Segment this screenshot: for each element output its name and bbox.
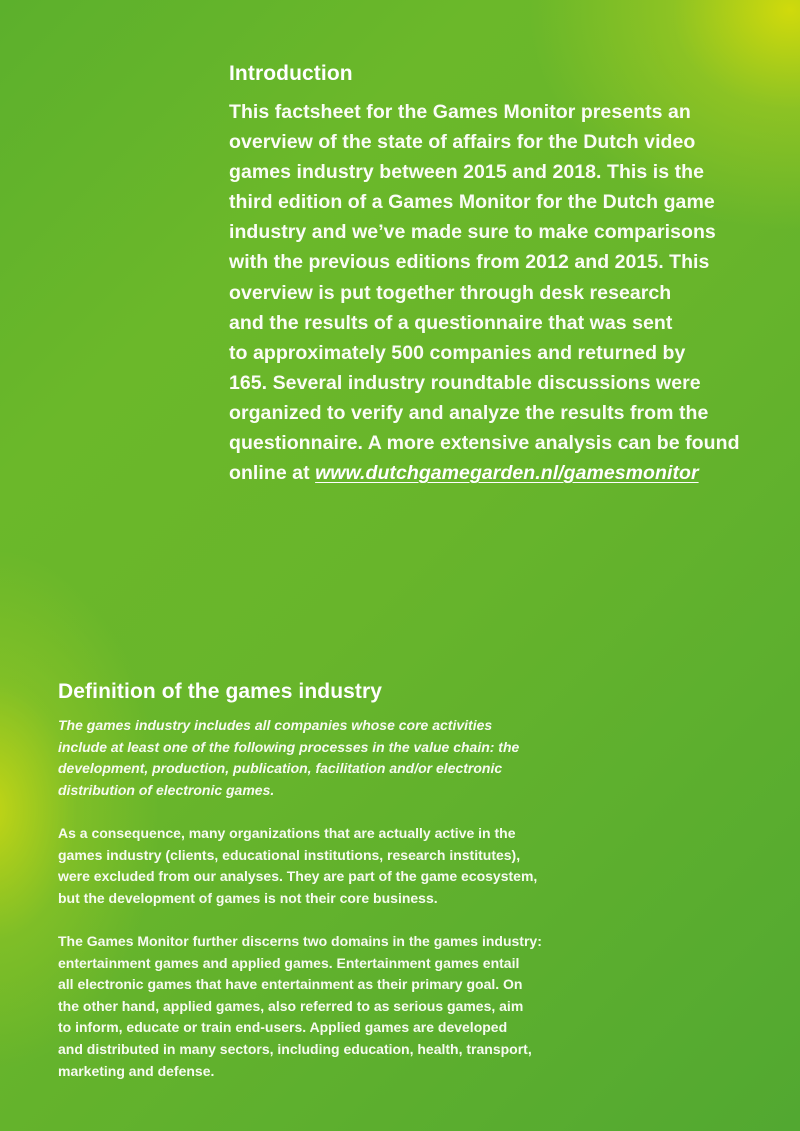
definition-line: games industry (clients, educational institutions, research institutes), — [58, 846, 521, 863]
definition-line: The games industry includes all companies whose core activities — [58, 717, 493, 733]
introduction-line: This factsheet for the Games Monitor presents an — [229, 101, 691, 123]
definition-line: marketing and defense. — [58, 1062, 215, 1079]
definition-paragraph-1 — [58, 715, 588, 801]
introduction-line: and the results of a questionnaire that was sent — [229, 311, 673, 334]
introduction-link-prefix: online at — [229, 462, 316, 485]
introduction-heading: Introduction — [229, 62, 353, 85]
definition-line: distribution of electronic games. — [58, 781, 275, 798]
introduction-line: questionnaire. A more extensive analysis can be found — [229, 432, 740, 455]
introduction-line: to approximately 500 companies and returned by — [229, 341, 686, 364]
definition-paragraph-3 — [58, 931, 588, 1082]
definition-section — [58, 678, 588, 1104]
introduction-line: industry and we’ve made sure to make comparisons — [229, 221, 716, 244]
introduction-line: overview of the state of affairs for the Dutch video — [229, 131, 696, 154]
introduction-body — [229, 97, 769, 488]
definition-heading: Definition of the games industry — [58, 680, 383, 703]
gamesmonitor-link[interactable]: www.dutchgamegarden.nl/gamesmonitor — [315, 462, 699, 485]
definition-paragraph-2 — [58, 823, 588, 909]
definition-line: the other hand, applied games, also referred to as serious games, aim — [58, 997, 524, 1014]
introduction-line: third edition of a Games Monitor for the Dutch game — [229, 191, 715, 214]
definition-line: include at least one of the following processes in the value chain: the — [58, 738, 520, 755]
introduction-line: with the previous editions from 2012 and 2015. This — [229, 251, 710, 274]
introduction-line: 165. Several industry roundtable discussions were — [229, 371, 701, 394]
definition-line: but the development of games is not their core business. — [58, 889, 438, 906]
definition-line: all electronic games that have entertainment as their primary goal. On — [58, 976, 523, 993]
introduction-line: organized to verify and analyze the results from the — [229, 401, 709, 424]
definition-line: and distributed in many sectors, including education, health, transport, — [58, 1040, 532, 1057]
definition-line: As a consequence, many organizations that are actually active in the — [58, 824, 516, 841]
definition-line: were excluded from our analyses. They are part of the game ecosystem, — [58, 868, 538, 885]
introduction-line: overview is put together through desk research — [229, 281, 672, 304]
definition-line: development, production, publication, facilitation and/or electronic — [58, 760, 503, 777]
introduction-section — [229, 60, 769, 488]
introduction-line: games industry between 2015 and 2018. This is the — [229, 161, 704, 184]
definition-line: to inform, educate or train end-users. Applied games are developed — [58, 1019, 508, 1036]
definition-line: The Games Monitor further discerns two domains in the games industry: — [58, 932, 542, 949]
introduction-last-line — [229, 458, 769, 488]
definition-line: entertainment games and applied games. Entertainment games entail — [58, 954, 520, 971]
